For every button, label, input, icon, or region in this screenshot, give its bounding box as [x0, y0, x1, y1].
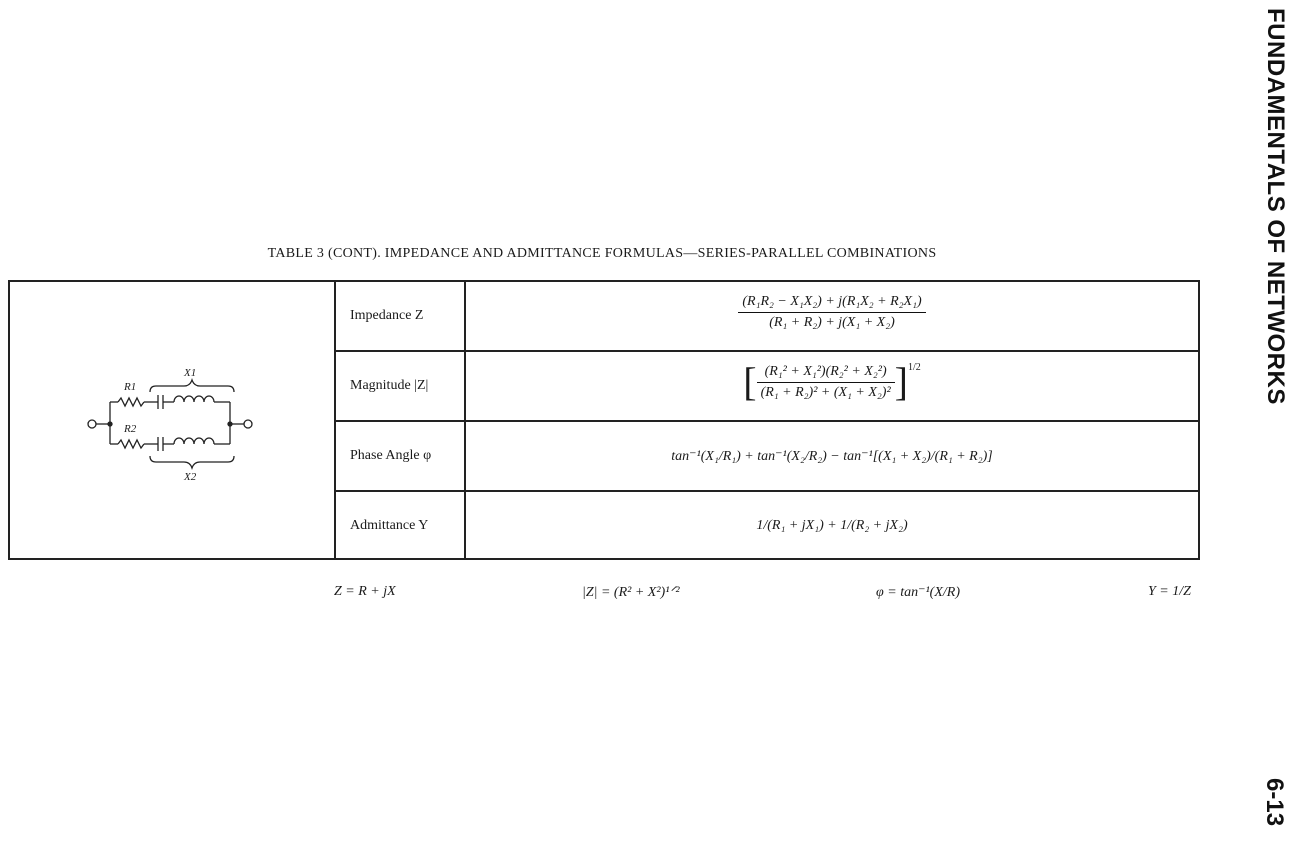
admittance-formula: 1/(R₁ + jX₁) + 1/(R₂ + jX₂): [756, 518, 908, 533]
right-bracket: ]: [894, 359, 908, 404]
inductor-bottom: [174, 438, 214, 444]
impedance-fraction: [738, 294, 925, 331]
resistor-r1: [118, 398, 144, 406]
phase-label: Phase Angle φ: [350, 448, 432, 463]
row-divider-2: [334, 420, 1198, 422]
page-number: 6-13: [1261, 778, 1288, 827]
x2-brace: [150, 456, 234, 468]
table-caption: TABLE 3 (CONT). IMPEDANCE AND ADMITTANCE FORMULAS—SERIES-PARALLEL COMBINATIONS: [267, 246, 937, 261]
footer-z-definition: Z = R + jX: [334, 584, 396, 599]
impedance-denominator: (R₁ + R₂) + j(X₁ + X₂): [769, 315, 895, 330]
footer-admittance-definition: Y = 1/Z: [1148, 584, 1191, 599]
r1-label: R1: [124, 381, 137, 393]
r2-label: R2: [124, 423, 137, 435]
x2-label: X2: [184, 471, 197, 482]
left-bracket: [: [743, 359, 757, 404]
resistor-r2: [118, 440, 144, 448]
series-parallel-circuit-diagram: [80, 362, 260, 482]
footer-phase-definition: φ = tan⁻¹(X/R): [876, 585, 960, 600]
right-terminal: [244, 420, 252, 428]
magnitude-formula: [466, 359, 1198, 404]
row-divider-1: [334, 350, 1198, 352]
admittance-label: Admittance Y: [350, 518, 429, 533]
row-divider-3: [334, 490, 1198, 492]
left-terminal: [88, 420, 96, 428]
chapter-side-title: FUNDAMENTALS OF NETWORKS: [1262, 8, 1289, 405]
footer-magnitude-definition: |Z| = (R² + X²)¹ᐟ²: [582, 585, 680, 600]
x1-label: X1: [184, 367, 197, 379]
impedance-label: Impedance Z: [350, 308, 424, 323]
magnitude-fraction: [757, 364, 895, 401]
inductor-top: [174, 396, 214, 402]
magnitude-numerator: (R₁² + X₁²)(R₂² + X₂²): [757, 364, 895, 383]
impedance-numerator: (R₁R₂ − X₁X₂) + j(R₁X₂ + R₂X₁): [738, 294, 925, 313]
impedance-formula: [466, 294, 1198, 331]
magnitude-denominator: (R₁ + R₂)² + (X₁ + X₂)²: [760, 384, 891, 400]
phase-formula: tan⁻¹(X₁/R₁) + tan⁻¹(X₂/R₂) − tan⁻¹[(X₁ + X₂)/(R₁ + R₂)]: [671, 449, 993, 464]
magnitude-exponent: 1/2: [907, 362, 921, 373]
x1-brace: [150, 380, 234, 392]
magnitude-label: Magnitude |Z|: [350, 378, 429, 393]
